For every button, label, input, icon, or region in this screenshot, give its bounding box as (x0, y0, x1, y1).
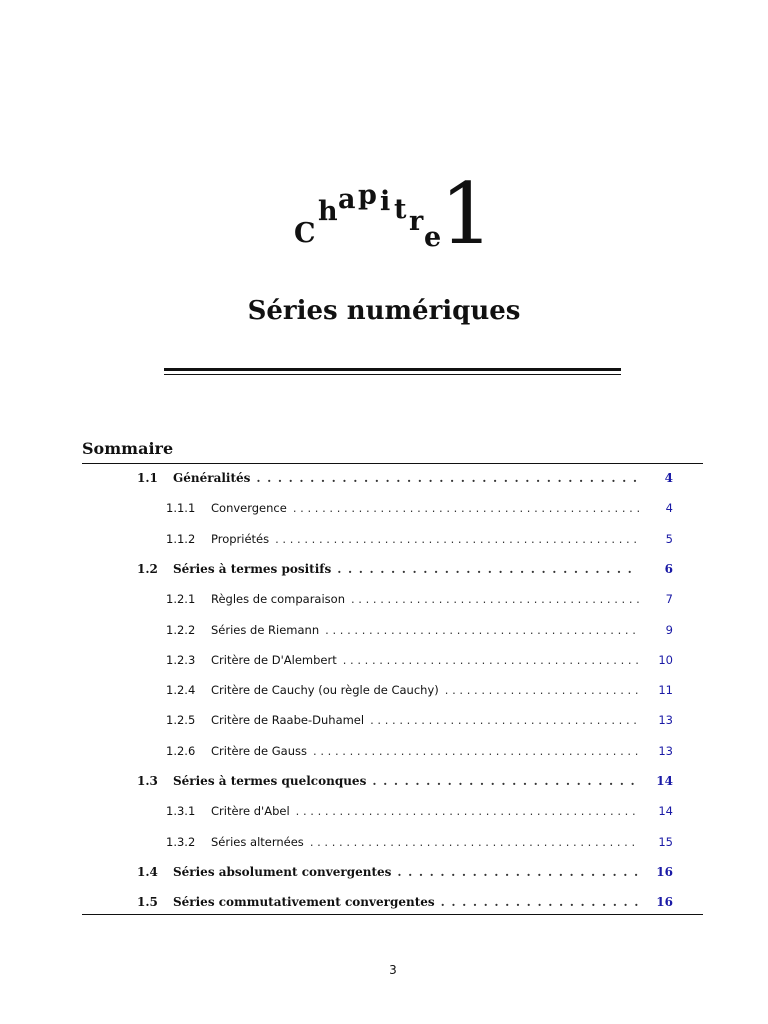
toc-entry-number: 1.2.2 (166, 623, 196, 637)
toc-entry-number: 1.4 (137, 865, 158, 879)
toc-entry-label: Séries à termes positifs (173, 560, 337, 578)
sommaire-heading: Sommaire (82, 439, 174, 458)
toc-rule-top (82, 463, 703, 464)
toc-dot-leader (445, 681, 639, 699)
toc-page-link[interactable]: 4 (665, 501, 673, 515)
toc-dot-leader (296, 802, 639, 820)
toc-entry-label: Séries de Riemann (211, 621, 325, 639)
toc-rule-bottom (82, 914, 703, 915)
chapter-word-letter: a (338, 184, 356, 215)
chapter-word-letter: i (380, 186, 391, 217)
toc-dot-leader (293, 499, 639, 517)
toc-page-link[interactable]: 14 (658, 804, 673, 818)
toc-dot-leader (351, 590, 639, 608)
toc-page-link[interactable]: 16 (656, 865, 673, 879)
toc-entry-number: 1.1.1 (166, 501, 196, 515)
toc-entry-number: 1.3.1 (166, 804, 196, 818)
toc-dot-leader (310, 833, 639, 851)
toc-subsection-entry[interactable] (166, 681, 673, 699)
toc-subsection-entry[interactable] (166, 530, 673, 548)
toc-entry-number: 1.5 (137, 895, 158, 909)
toc-subsection-entry[interactable] (166, 711, 673, 729)
toc-entry-label: Généralités (173, 469, 256, 487)
toc-section-entry[interactable] (137, 469, 673, 487)
toc-entry-number: 1.3.2 (166, 835, 196, 849)
toc-page-link[interactable]: 15 (658, 835, 673, 849)
toc-entry-label: Règles de comparaison (211, 590, 351, 608)
toc-entry-label: Séries à termes quelconques (173, 772, 372, 790)
toc-entry-label: Séries alternées (211, 833, 310, 851)
toc-page-link[interactable]: 7 (665, 592, 673, 606)
toc-subsection-entry[interactable] (166, 590, 673, 608)
toc-page-link[interactable]: 11 (658, 683, 673, 697)
toc-entry-number: 1.2.1 (166, 592, 196, 606)
toc-section-entry[interactable] (137, 772, 673, 790)
toc-subsection-entry[interactable] (166, 651, 673, 669)
toc-section-entry[interactable] (137, 863, 673, 881)
chapter-heading (0, 165, 768, 263)
toc-subsection-entry[interactable] (166, 833, 673, 851)
toc-entry-label: Propriétés (211, 530, 275, 548)
toc-entry-number: 1.1 (137, 471, 158, 485)
toc-entry-number: 1.2 (137, 562, 158, 576)
toc-dot-leader (343, 651, 639, 669)
toc-entry-label: Séries commutativement convergentes (173, 893, 441, 911)
chapter-word-letter: t (394, 194, 407, 225)
toc-page-link[interactable]: 5 (665, 532, 673, 546)
toc-page-link[interactable]: 10 (658, 653, 673, 667)
toc-section-entry[interactable] (137, 560, 673, 578)
page-number: 3 (389, 963, 397, 977)
toc-entry-label: Séries absolument convergentes (173, 863, 397, 881)
toc-entry-number: 1.1.2 (166, 532, 196, 546)
toc-dot-leader (372, 772, 639, 790)
chapter-word-letter: p (358, 180, 377, 211)
toc-subsection-entry[interactable] (166, 802, 673, 820)
toc-dot-leader (370, 711, 639, 729)
toc-entry-number: 1.2.6 (166, 744, 196, 758)
toc-page-link[interactable]: 13 (658, 713, 673, 727)
toc-page-link[interactable]: 6 (664, 562, 673, 576)
toc-dot-leader (325, 621, 639, 639)
toc-entry-label: Convergence (211, 499, 293, 517)
toc-subsection-entry[interactable] (166, 742, 673, 760)
chapter-word-letter: h (318, 196, 338, 227)
chapter-word-letter: e (424, 222, 442, 253)
toc-subsection-entry[interactable] (166, 621, 673, 639)
toc-dot-leader (337, 560, 639, 578)
toc-entry-number: 1.3 (137, 774, 158, 788)
toc-subsection-entry[interactable] (166, 499, 673, 517)
toc-page-link[interactable]: 14 (656, 774, 673, 788)
chapter-title: Séries numériques (247, 296, 521, 326)
toc-entry-label: Critère de Cauchy (ou règle de Cauchy) (211, 681, 445, 699)
toc-entry-label: Critère de Raabe-Duhamel (211, 711, 370, 729)
chapter-word-letter: r (409, 206, 424, 237)
chapter-number: 1 (440, 165, 494, 263)
toc-dot-leader (313, 742, 639, 760)
toc-entry-label: Critère de Gauss (211, 742, 313, 760)
chapter-word-letter: C (294, 218, 316, 249)
toc-page-link[interactable]: 9 (665, 623, 673, 637)
toc-entry-label: Critère de D'Alembert (211, 651, 343, 669)
toc-page-link[interactable]: 13 (658, 744, 673, 758)
toc-dot-leader (256, 469, 639, 487)
title-rule-thin (164, 374, 621, 375)
toc-entry-number: 1.2.5 (166, 713, 196, 727)
toc-dot-leader (275, 530, 639, 548)
toc-section-entry[interactable] (137, 893, 673, 911)
toc-entry-number: 1.2.4 (166, 683, 196, 697)
toc-entry-number: 1.2.3 (166, 653, 196, 667)
toc-dot-leader (441, 893, 639, 911)
title-rule-thick (164, 368, 621, 371)
toc-dot-leader (397, 863, 639, 881)
toc-entry-label: Critère d'Abel (211, 802, 296, 820)
toc-page-link[interactable]: 4 (664, 471, 673, 485)
toc-page-link[interactable]: 16 (656, 895, 673, 909)
